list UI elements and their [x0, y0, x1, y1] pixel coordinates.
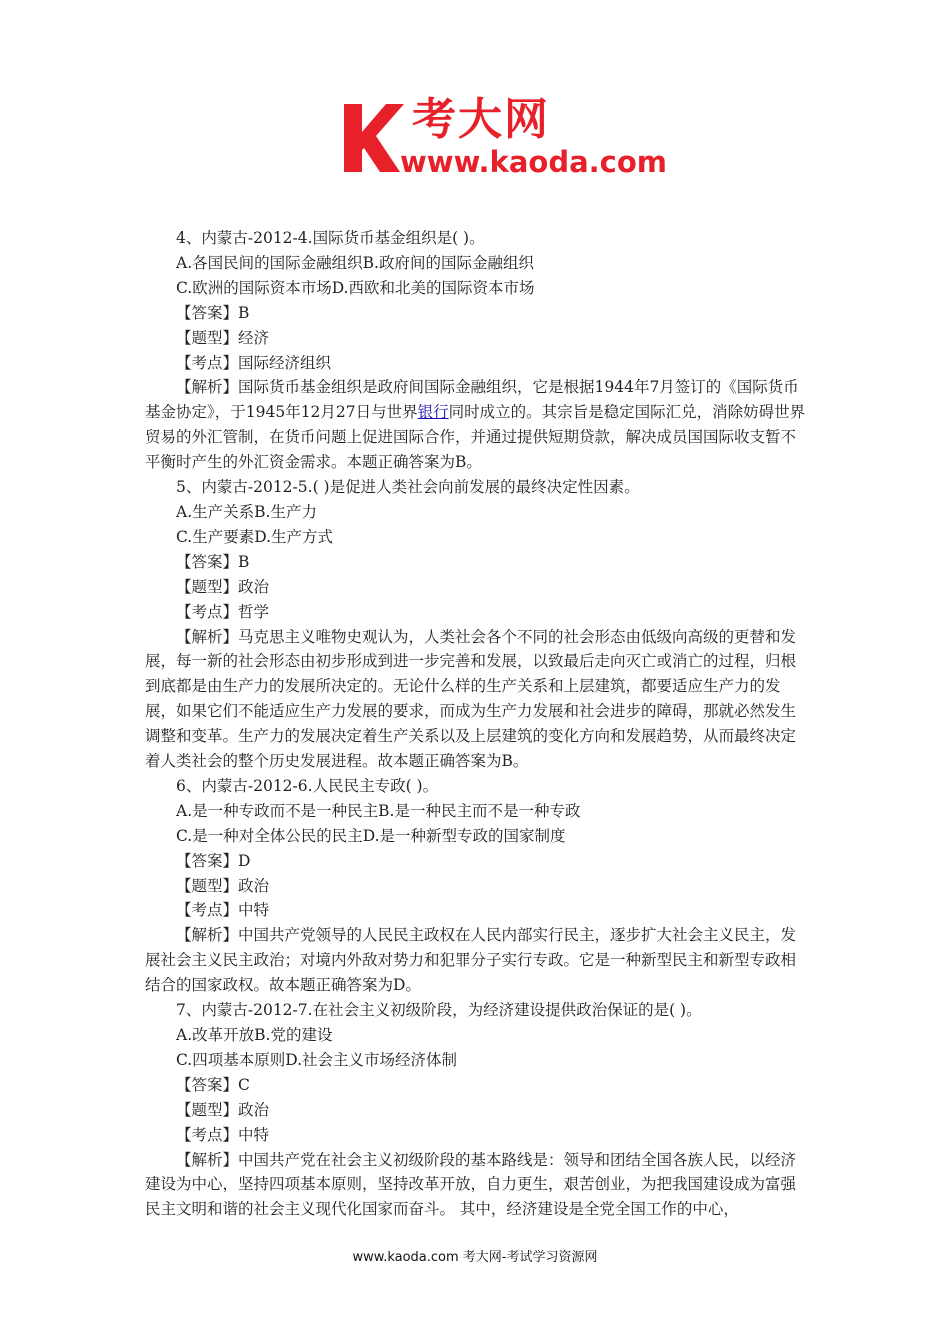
kaoda-logo	[340, 92, 670, 184]
q7-point: 【考点】中特	[176, 1125, 270, 1144]
q5-answer: 【答案】B	[176, 552, 250, 571]
q7-options-cd: C.四项基本原则D.社会主义市场经济体制	[176, 1050, 458, 1069]
q4-type: 【题型】经济	[176, 328, 270, 347]
page-footer: www.kaoda.com 考大网-考试学习资源网	[352, 1250, 598, 1265]
q4-point: 【考点】国际经济组织	[176, 353, 332, 372]
q7-question: 7、内蒙古-2012-7.在社会主义初级阶段，为经济建设提供政治保证的是( )。	[176, 1001, 702, 1020]
q5-analysis: 【解析】马克思主义唯物史观认为，人类社会各个不同的社会形态由低级向高级的更替和发展，每一新的社会形态由初步形成到进一步完善和发展，以致最后走向灭亡或消亡的过程，归根到底都是由生产力的发展所决定的。无论什么样的生产关系和上层建筑，都要适应生产力的发展，如果它们不能适应生产力发展的要求，而成为生产力发展和社会进步的障碍，那就必然发生调整和变革。生产力的发展决定着生产关系以及上层建筑的变化方向和发展趋势，从而最终决定着人类社会的整个历史发展进程。故本题正确答案为B。	[145, 627, 797, 771]
logo-brand-text: 考大网	[412, 94, 550, 145]
q5-options-cd: C.生产要素D.生产方式	[176, 527, 334, 546]
q6-point: 【考点】中特	[176, 901, 270, 920]
k-logo-icon	[340, 98, 406, 178]
q5-options-ab: A.生产关系B.生产力	[176, 502, 317, 521]
q4-answer: 【答案】B	[176, 303, 250, 322]
q4-analysis	[145, 375, 809, 475]
q4-analysis-part2: 同时成立的。其宗旨是稳定国际汇兑，消除妨碍世界贸易的外汇管制，在货币问题上促进国际合作，并通过提供短期贷款，解决成员国国际收支暂不平衡时产生的外汇资金需求。本题正确答案为B。	[145, 403, 806, 472]
q5-point: 【考点】哲学	[176, 602, 270, 621]
q4-question: 4、内蒙古-2012-4.国际货币基金组织是( )。	[176, 229, 485, 247]
bank-link[interactable]: 银行	[417, 403, 449, 422]
q6-options-ab: A.是一种专政而不是一种民主B.是一种民主而不是一种专政	[176, 801, 581, 820]
q6-question: 6、内蒙古-2012-6.人民民主专政( )。	[176, 776, 439, 795]
q7-answer: 【答案】C	[176, 1075, 250, 1094]
q5-type: 【题型】政治	[176, 577, 270, 596]
q7-type: 【题型】政治	[176, 1100, 270, 1119]
question-content	[145, 226, 809, 1222]
q6-type: 【题型】政治	[176, 876, 270, 895]
logo-url-text: www.kaoda.com	[400, 145, 667, 179]
q6-answer: 【答案】D	[176, 851, 251, 870]
q6-analysis: 【解析】中国共产党领导的人民民主政权在人民内部实行民主，逐步扩大社会主义民主，发展社会主义民主政治；对境内外敌对势力和犯罪分子实行专政。它是一种新型民主和新型专政相结合的国家政权。故本题正确答案为D。	[145, 926, 797, 995]
q4-analysis-part1: 【解析】国际货币基金组织是政府间国际金融组织，它是根据1944年7月签订的《国际货币基金协定》，于1945年12月27日与世界	[145, 378, 799, 422]
q7-options-ab: A.改革开放B.党的建设	[176, 1026, 333, 1044]
q5-question: 5、内蒙古-2012-5.( )是促进人类社会向前发展的最终决定性因素。	[176, 478, 640, 497]
q4-options-ab: A.各国民间的国际金融组织B.政府间的国际金融组织	[176, 253, 534, 272]
q7-analysis: 【解析】中国共产党在社会主义初级阶段的基本路线是：领导和团结全国各族人民，以经济建设为中心，坚持四项基本原则，坚持改革开放，自力更生，艰苦创业，为把我国建设成为富强民主文明和谐的社会主义现代化国家而奋斗。 其中，经济建设是全党全国工作的中心，	[145, 1150, 797, 1219]
q6-options-cd: C.是一种对全体公民的民主D.是一种新型专政的国家制度	[176, 826, 566, 845]
q4-options-cd: C.欧洲的国际资本市场D.西欧和北美的国际资本市场	[176, 278, 535, 297]
